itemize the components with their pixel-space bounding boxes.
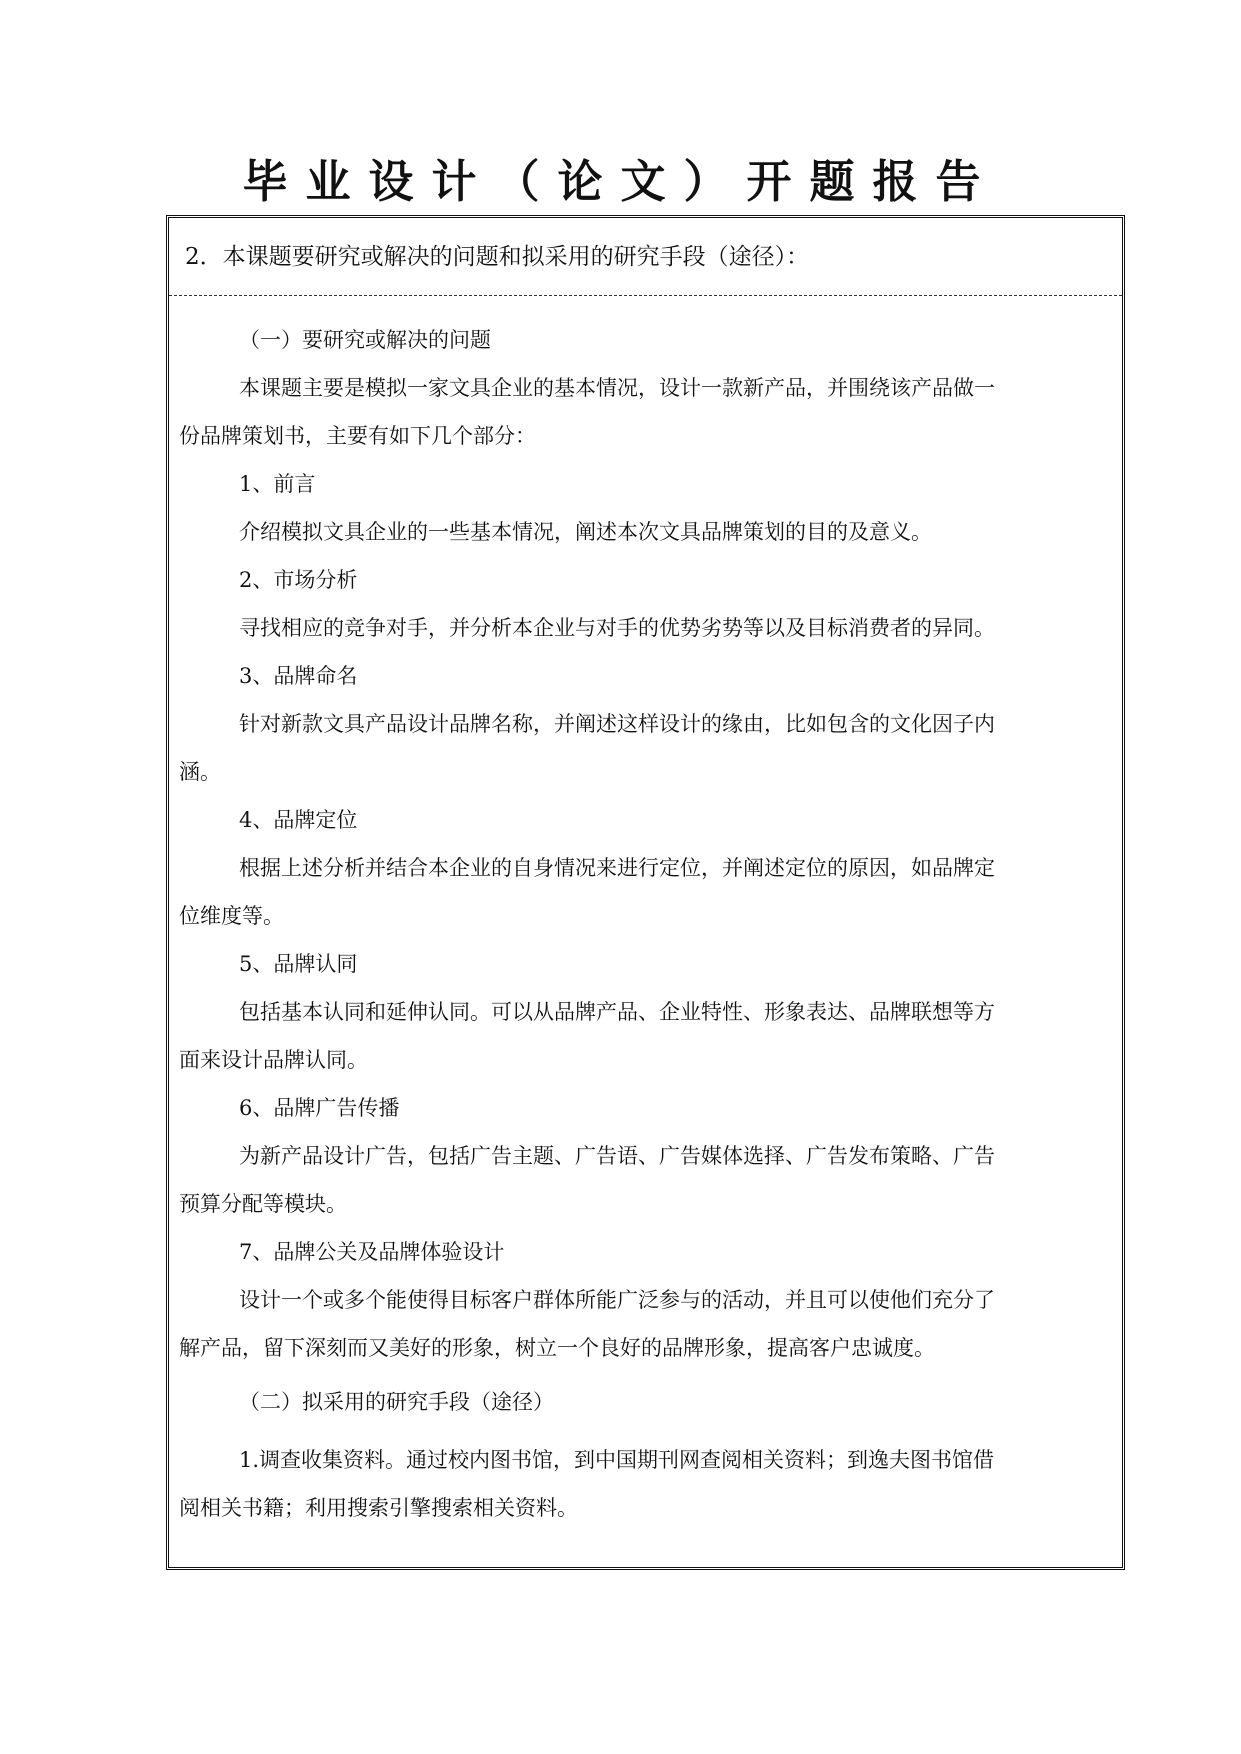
list-item-text: 解产品，留下深刻而又美好的形象，树立一个良好的品牌形象，提高客户忠诚度。 [179,1336,935,1360]
subsection-heading-problems: （一）要研究或解决的问题 [239,328,491,352]
section-heading: 2．本课题要研究或解决的问题和拟采用的研究手段（途径）： [169,218,1122,296]
list-item-text: 面来设计品牌认同。 [179,1048,368,1072]
intro-paragraph-line: 份品牌策划书，主要有如下几个部分： [179,424,536,448]
list-item-text: 预算分配等模块。 [179,1192,347,1216]
list-item-text: 根据上述分析并结合本企业的自身情况来进行定位，并阐述定位的原因，如品牌定 [239,856,995,880]
list-item-text: 为新产品设计广告，包括广告主题、广告语、广告媒体选择、广告发布策略、广告 [239,1144,995,1168]
list-item-heading: 5、品牌认同 [239,952,358,976]
list-item-text: 设计一个或多个能使得目标客户群体所能广泛参与的活动，并且可以使他们充分了 [239,1288,995,1312]
document-title: 毕业设计（论文）开题报告 [242,155,999,208]
list-item-text: 寻找相应的竞争对手，并分析本企业与对手的优势劣势等以及目标消费者的异同。 [239,616,995,640]
report-table [166,215,1125,1570]
list-item-text: 位维度等。 [179,904,284,928]
list-item-heading: 6、品牌广告传播 [239,1096,400,1120]
list-item-text: 涵。 [179,760,221,784]
list-item-heading: 4、品牌定位 [239,808,358,832]
method-text: 1.调查收集资料。通过校内图书馆，到中国期刊网查阅相关资料；到逸夫图书馆借 [239,1448,995,1472]
list-item-text: 针对新款文具产品设计品牌名称，并阐述这样设计的缘由，比如包含的文化因子内 [239,712,995,736]
list-item-heading: 2、市场分析 [239,568,358,592]
spacer [179,1426,1116,1436]
list-item-heading: 1、前言 [239,472,316,496]
method-text: 阅相关书籍；利用搜索引擎搜索相关资料。 [179,1496,578,1520]
list-item-heading: 3、品牌命名 [239,664,358,688]
list-item-heading: 7、品牌公关及品牌体验设计 [239,1240,505,1264]
intro-paragraph-line: 本课题主要是模拟一家文具企业的基本情况，设计一款新产品，并围绕该产品做一 [239,376,995,400]
report-body [179,316,1116,1532]
list-item-text: 介绍模拟文具企业的一些基本情况，阐述本次文具品牌策划的目的及意义。 [239,520,932,544]
subsection-heading-methods: （二）拟采用的研究手段（途径） [239,1390,554,1414]
list-item-text: 包括基本认同和延伸认同。可以从品牌产品、企业特性、形象表达、品牌联想等方 [239,1000,995,1024]
